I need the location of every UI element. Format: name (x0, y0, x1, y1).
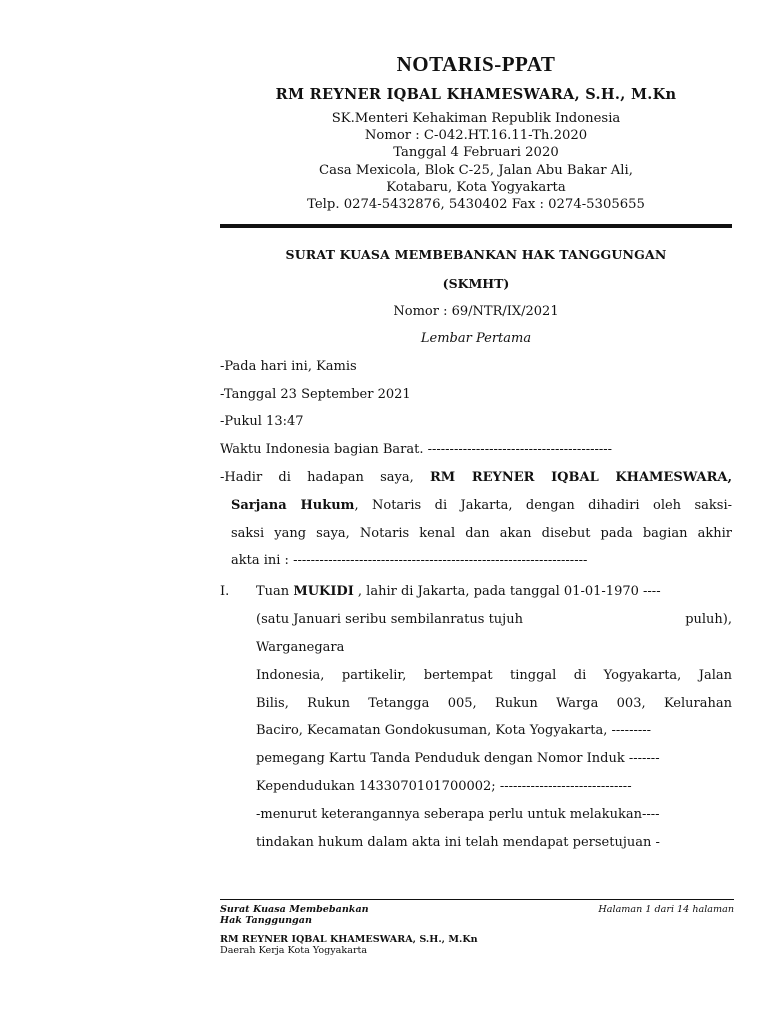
decree-line: SK.Menteri Kehakiman Republik Indonesia (331, 111, 621, 126)
item1-line-7: pemegang Kartu Tanda Penduduk dengan Nomor Induk ------- (256, 751, 660, 766)
contact-line: Telp. 0274-5432876, 5430402 Fax : 0274-5305655 (307, 197, 645, 213)
footer-divider (220, 899, 734, 900)
item1-line-9: -menurut keterangannya seberapa perlu untuk melakukan---- (256, 807, 660, 822)
footer-document-title (220, 904, 369, 926)
footer-title-line-1: Surat Kuasa Membebankan (220, 904, 369, 915)
item1-line-3: Warganegara (256, 640, 345, 655)
item1-line-5: Bilis, Rukun Tetangga 005, Rukun Warga 003, Kelurahan (256, 696, 732, 711)
item1-line-2 (256, 612, 732, 627)
item1-line-8: Kependudukan 1433070101700002; ------------------------------ (256, 779, 632, 794)
presence-line-3: saksi yang saya, Notaris kenal dan akan disebut pada bagian akhir (231, 526, 732, 541)
presence-line-2-text: , Notaris di Jakarta, dengan dihadiri oleh saksi- (354, 498, 732, 513)
letterhead-details (220, 110, 732, 213)
item-numeral: I. (220, 584, 230, 599)
address-line-1: Casa Mexicola, Blok C-25, Jalan Abu Bakar Ali, (319, 162, 633, 178)
presence-notary-name: RM REYNER IQBAL KHAMESWARA, (430, 470, 732, 485)
presence-intro: -Hadir di hadapan saya, (220, 470, 414, 485)
date-line: -Tanggal 23 September 2021 (220, 387, 411, 402)
document-abbreviation: (SKMHT) (442, 276, 510, 291)
item1-line-1 (256, 584, 732, 599)
presence-line-1 (220, 470, 732, 488)
item1-title: Tuan (256, 584, 290, 599)
item1-line-10: tindakan hukum dalam akta ini telah mendapat persetujuan - (256, 835, 660, 850)
footer-title-line-2: Hak Tanggungan (220, 915, 312, 926)
document-number: Nomor : 69/NTR/IX/2021 (393, 304, 559, 319)
item1-line-1-text: , lahir di Jakarta, pada tanggal 01-01-1970 ---- (357, 584, 661, 599)
item1-name: MUKIDI (293, 584, 354, 599)
item1-line-2a: (satu Januari seribu sembilanratus tujuh (256, 612, 523, 627)
decree-date: Tanggal 4 Februari 2020 (393, 145, 559, 161)
document-title: SURAT KUASA MEMBEBANKAN HAK TANGGUNGAN (285, 247, 667, 262)
item1-line-2b: puluh), (685, 612, 732, 627)
time-line: -Pukul 13:47 (220, 414, 304, 429)
day-line: -Pada hari ini, Kamis (220, 359, 357, 374)
footer-work-area: Daerah Kerja Kota Yogyakarta (220, 945, 368, 956)
footer-page-number: Halaman 1 dari 14 halaman (598, 904, 734, 915)
presence-line-4: akta ini : ------------------------------------------------------------------- (231, 553, 588, 568)
letterhead-divider (220, 224, 732, 228)
presence-line-2 (231, 498, 732, 516)
document-sheet: Lembar Pertama (420, 331, 532, 346)
notary-office-title: NOTARIS-PPAT (396, 52, 556, 76)
presence-degree: Sarjana Hukum (231, 498, 355, 513)
decree-number: Nomor : C-042.HT.16.11-Th.2020 (364, 128, 588, 144)
timezone-line: Waktu Indonesia bagian Barat. ------------------------------------------ (220, 442, 613, 457)
address-line-2: Kotabaru, Kota Yogyakarta (386, 179, 566, 195)
item1-line-6: Baciro, Kecamatan Gondokusuman, Kota Yogyakarta, --------- (256, 723, 652, 738)
notary-name: RM REYNER IQBAL KHAMESWARA, S.H., M.Kn (275, 86, 677, 103)
footer-notary-name: RM REYNER IQBAL KHAMESWARA, S.H., M.Kn (220, 934, 478, 945)
item1-line-4: Indonesia, partikelir, bertempat tinggal di Yogyakarta, Jalan (256, 668, 732, 683)
